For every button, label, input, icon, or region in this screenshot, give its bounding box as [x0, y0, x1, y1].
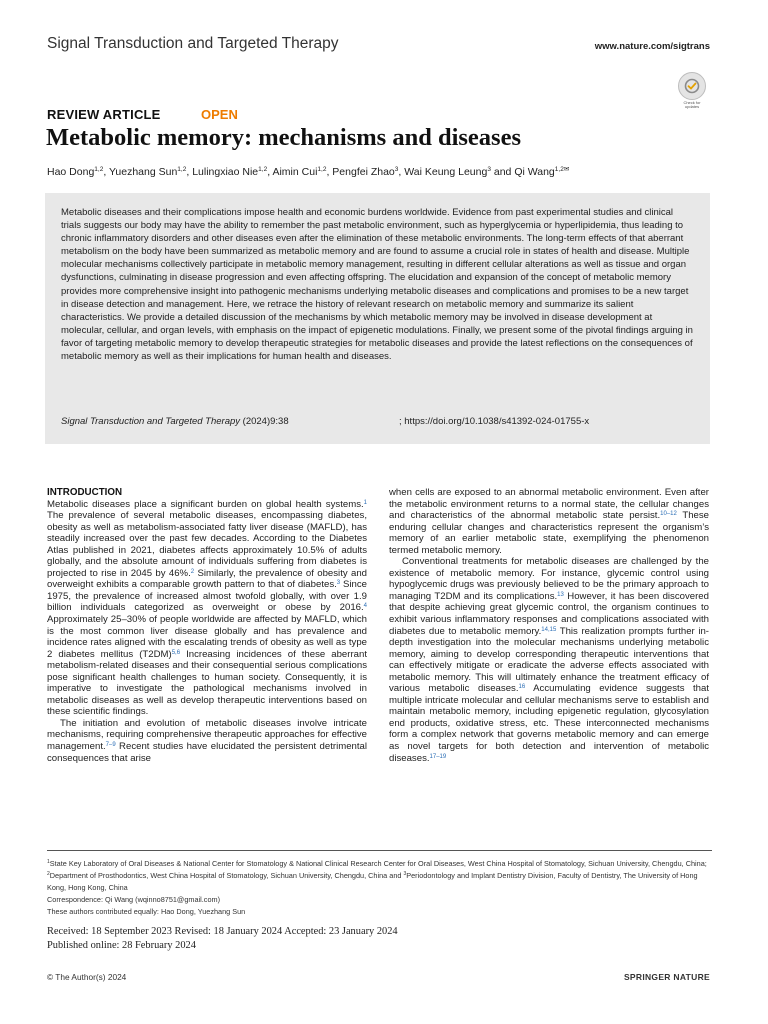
reference-marker[interactable]: 14,15	[541, 626, 557, 633]
author-affiliation-marker: 1,2	[258, 166, 268, 173]
author-name[interactable]: Aimin Cui	[272, 166, 318, 178]
author-affiliation-marker: 3	[487, 166, 491, 173]
paragraph-text: Since 1975, the prevalence of increased almost twofold globally, with over 1.9 billion individuals categorized as overweight or obese by 2016.	[47, 579, 367, 614]
journal-url[interactable]: www.nature.com/sigtrans	[594, 41, 710, 52]
article-title: Metabolic memory: mechanisms and diseases	[46, 124, 521, 151]
paragraph-text: Similarly, the prevalence of obesity and overweight exhibits a comparable growth pattern to that of diabetes.	[47, 567, 367, 591]
paragraph-text: Department of Prosthodontics, West China Hospital of Stomatology, Sichuan University, Chengdu, China and	[49, 870, 404, 880]
citation-line	[61, 416, 289, 427]
article-dates	[47, 925, 398, 952]
author-affiliation-marker: 1,2✉	[554, 166, 570, 173]
paragraph-text: State Key Laboratory of Oral Diseases & National Center for Stomatology & National Clinical Research Center for Oral Diseases, West China Hospital of Stomatology, Sichuan University, Chengdu, China;	[49, 859, 707, 868]
publisher-logo: SPRINGER NATURE	[623, 972, 710, 982]
reference-marker[interactable]: 5,6	[171, 649, 181, 656]
author-affiliation-marker: 1,2	[317, 166, 327, 173]
footnote-divider	[47, 850, 712, 851]
paragraph-text: These authors contributed equally: Hao Dong, Yuezhang Sun	[47, 906, 246, 916]
paragraph-text: Periodontology and Implant Dentistry Division, Faculty of Dentistry, The University of Hong Kong, Hong Kong, China	[47, 870, 698, 892]
reference-marker: 3	[403, 870, 407, 877]
author-name[interactable]: Pengfei Zhao	[332, 166, 395, 178]
check-for-updates-button[interactable]	[677, 72, 707, 110]
doi-link[interactable]: ; https://doi.org/10.1038/s41392-024-01755-x	[399, 416, 590, 427]
paragraph-text: Approximately 25–30% of people worldwide are affected by MAFLD, which is the most common liver disease globally and has prevalence and incidence rates aligned with the escalating trends of obesity as well as type 2 diabetes mellitus (T2DM)	[47, 614, 367, 660]
journal-name: Signal Transduction and Targeted Therapy	[47, 35, 339, 52]
reference-marker[interactable]: 1	[363, 499, 367, 506]
author-separator: ,	[398, 166, 405, 178]
paragraph-text: These enduring cellular changes and characteristics represent the organism’s memory of an earlier metabolic state, exemplifying the phenomenon termed metabolic memory.	[389, 510, 710, 556]
dates-received: Received: 18 September 2023 Revised: 18 January 2024 Accepted: 23 January 2024	[47, 926, 398, 937]
paragraph-text: Metabolic diseases place a significant burden on global health systems.	[47, 498, 364, 510]
paragraph-text: Correspondence: Qi Wang (wqinno8751@gmail.com)	[47, 894, 221, 904]
abstract-panel	[45, 193, 710, 444]
paragraph-text: However, it has been discovered that despite achieving great glycemic control, the organism continues to exhibit various inflammatory responses and complications associated with diabetes due to metabolic memory.	[389, 590, 709, 637]
paragraph-text: Increasing incidences of these aberrant metabolism-related diseases and their consequential serious complications pose significant health challenges to human society. Consequently, it is imperative to investigate the pathological mechanisms involved in metabolic diseases as well as develop therapeutic interventions based on these scientific findings.	[47, 648, 367, 718]
body-column-right	[389, 487, 709, 764]
paragraph	[47, 858, 712, 894]
author-name[interactable]: Yuezhang Sun	[108, 166, 178, 178]
author-separator: ,	[267, 166, 273, 178]
author-name[interactable]: Hao Dong	[47, 166, 95, 178]
author-separator: ,	[103, 166, 109, 178]
reference-marker[interactable]: 7–9	[105, 742, 116, 749]
dates-published: Published online: 28 February 2024	[47, 939, 196, 951]
paragraph	[47, 718, 367, 764]
reference-marker: 2	[47, 870, 50, 877]
author-separator: ,	[326, 166, 333, 178]
paragraph	[47, 499, 367, 718]
section-heading: INTRODUCTION	[47, 487, 123, 498]
citation-journal: Signal Transduction and Targeted Therapy	[61, 416, 241, 427]
copyright: © The Author(s) 2024	[47, 972, 127, 982]
paragraph	[389, 556, 709, 764]
open-access-badge: OPEN	[201, 107, 238, 122]
paragraph	[47, 894, 712, 906]
paragraph	[47, 906, 712, 918]
author-affiliation-marker: 3	[394, 166, 399, 173]
author-affiliation-marker: 1,2	[177, 166, 187, 173]
author-list	[47, 165, 569, 178]
check-for-updates-label: Check for updates	[683, 100, 701, 110]
paragraph-text: Conventional treatments for metabolic diseases are challenged by the existence of metabolic memory. For instance, glycemic control using hypoglycemic drugs was previously believed to be the primary approach to managing T2DM and its complications.	[389, 556, 709, 602]
author-separator: ,	[186, 166, 193, 178]
citation-ref: (2024)9:38	[242, 416, 289, 427]
reference-marker[interactable]: 3	[336, 580, 341, 587]
paragraph-text: This realization prompts further in-depth investigation into the molecular mechanisms underlying metabolic memory, aiming to develop corresponding therapeutic interventions that can effectively mitigate or eradicate the adverse effects associated with metabolic memory. This will ultimately enhance the treatment efficacy of various metabolic diseases.	[389, 625, 709, 695]
paragraph-text: Accumulating evidence suggests that multiple intricate molecular and cellular mechanisms serve to establish and maintain metabolic memory, including epigenetic regulation, glycosylation end products, oxidative stress, etc. These interconnected mechanisms form a complex network that governs metabolic memory and can emerge as novel targets for both detection and intervention of metabolic diseases.	[389, 683, 709, 764]
body-column-left	[47, 487, 367, 764]
reference-marker[interactable]: 4	[363, 603, 367, 610]
affiliations	[47, 858, 712, 918]
paragraph	[389, 487, 709, 556]
abstract-text: Metabolic diseases and their complications impose health and economic burdens worldwide. Evidence from past experimental studies and clinical trials suggests our body may have the ability to remember the past metabolic environment, such as hyperglycemia or hyperlipidemia, thus leading to chronic inflammatory disorders and other diseases even after the elimination of these metabolic environments. The long-term effects of that aberrant metabolism on the body have been summarized as metabolic memory and are found to assume a crucial role in states of health and disease. Multiple molecular mechanisms collectively participate in metabolic memory management, resulting in different cellular alterations as well as tissue and organ dysfunctions, culminating in disease progression and even affecting offspring. The elucidation and expansion of the concept of metabolic memory provides more comprehensive insight into pathogenic mechanisms underlying metabolic diseases and complications and promises to be a new target in disease detection and management. Here, we retrace the history of relevant research on metabolic memory and summarize its salient characteristics. We provide a detailed discussion of the mechanisms by which metabolic memory may be involved in disease development at molecular, cellular, and organ levels, with emphasis on the impact of epigenetic modulations. Finally, we present some of the pivotal findings arguing in favor of targeting metabolic memory to develop therapeutic strategies for metabolic diseases and provide the latest reflections on the consequences of metabolic memory as well as their implications for human health and diseases.	[61, 207, 693, 363]
reference-marker[interactable]: 10–12	[660, 511, 677, 518]
paragraph-text: when cells are exposed to an abnormal metabolic environment. Even after the metabolic environment returns to a normal state, the cellular changes and characteristics of the abnormal metabolic state persist.	[389, 487, 709, 522]
author-affiliation-marker: 1,2	[94, 166, 104, 173]
author-separator: and	[490, 166, 515, 178]
reference-marker[interactable]: 16	[518, 684, 526, 691]
paragraph-text: The initiation and evolution of metabolic diseases involve intricate mechanisms, requiring comprehensive therapeutic approaches for effective management.	[47, 717, 367, 753]
reference-marker: 1	[47, 859, 50, 865]
reference-marker[interactable]: 17–19	[429, 753, 447, 760]
paragraph-text: The prevalence of several metabolic diseases, encompassing diabetes, obesity as well as metabolism-associated fatty liver disease (MAFLD), has steadily increased over the past few decades. According to the Diabetes Atlas published in 2021, diabetes affects approximately 10.5% of adults globally, and the absolute amount of individuals suffering from diabetes is projected to rise in 2045 by 46%.	[47, 510, 367, 579]
author-name[interactable]: Qi Wang	[514, 166, 555, 178]
reference-marker[interactable]: 13	[557, 591, 564, 598]
article-type: REVIEW ARTICLE	[47, 107, 161, 122]
check-for-updates-icon	[678, 72, 706, 100]
author-name[interactable]: Wai Keung Leung	[404, 166, 488, 178]
reference-marker[interactable]: 2	[190, 568, 195, 575]
author-name[interactable]: Lulingxiao Nie	[192, 166, 259, 178]
paragraph-text: Recent studies have elucidated the persistent detrimental consequences that arise	[47, 741, 367, 764]
